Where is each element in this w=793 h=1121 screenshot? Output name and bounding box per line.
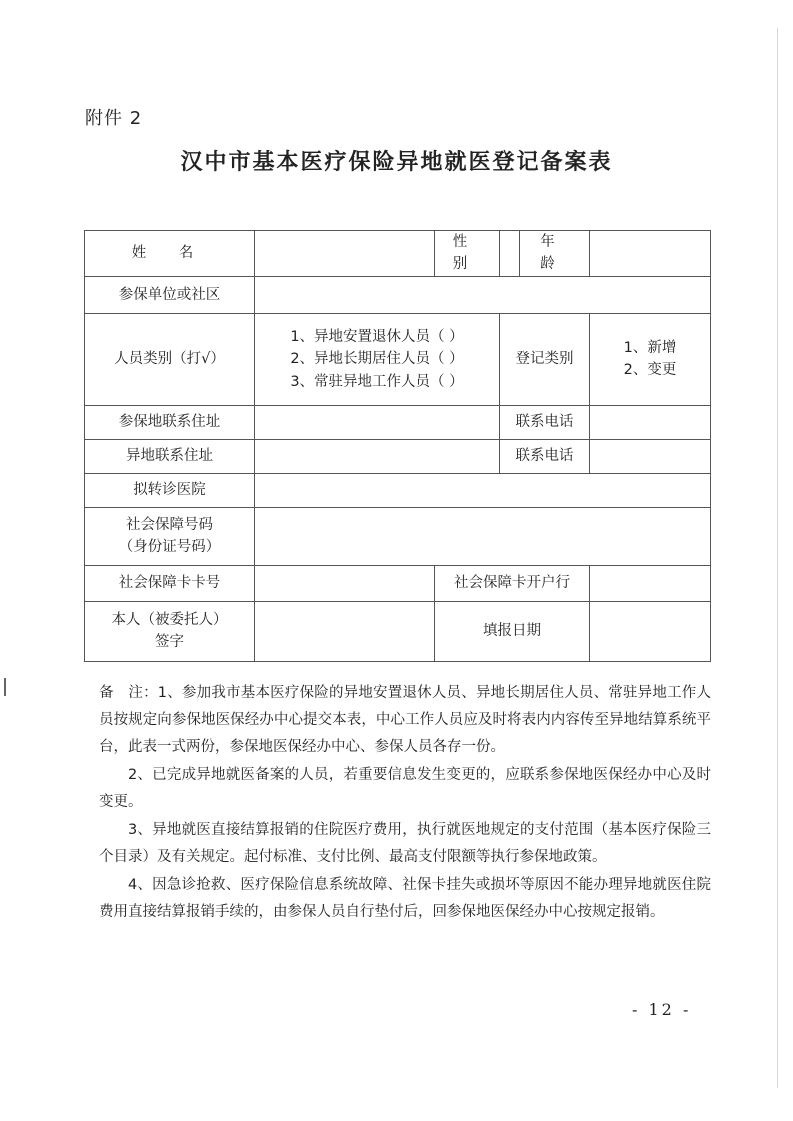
gender-label: 性 别 [435, 231, 500, 277]
card-number-label: 社会保障卡卡号 [85, 565, 255, 601]
page-title: 汉中市基本医疗保险异地就医登记备案表 [180, 149, 613, 175]
note-3: 3、异地就医直接结算报销的住院医疗费用，执行就医地规定的支付范围（基本医疗保险三个目录）及有关规定。起付标准、支付比例、最高支付限额等执行参保地政策。 [99, 822, 711, 865]
unit-label: 参保单位或社区 [85, 276, 255, 313]
note-4: 4、因急诊抢救、医疗保险信息系统故障、社保卡挂失或损坏等原因不能办理异地就医住院费用直接结算报销手续的，由参保人员自行垫付后，回参保地医保经办中心按规定报销。 [99, 877, 711, 920]
card-bank-field[interactable] [590, 565, 711, 601]
hospital-field[interactable] [255, 473, 711, 507]
note-2: 2、已完成异地就医备案的人员，若重要信息发生变更的，应联系参保地医保经办中心及时变更。 [99, 767, 711, 810]
card-number-field[interactable] [255, 565, 435, 601]
ss-number-label-line-2: （身份证号码） [118, 539, 221, 556]
notes-section [99, 680, 711, 927]
insured-address-field[interactable] [255, 405, 500, 439]
category-option-3[interactable]: 3、常驻异地工作人员（ ） [290, 373, 464, 390]
phone-label-2: 联系电话 [500, 439, 590, 473]
phone-label-1: 联系电话 [500, 405, 590, 439]
ss-number-label-line-1: 社会保障号码 [126, 516, 213, 533]
signature-label-line-1: 本人（被委托人） [111, 611, 228, 628]
category-label: 人员类别（打√） [85, 313, 255, 405]
scan-mark [4, 678, 6, 696]
signature-field[interactable] [255, 601, 435, 661]
reg-type-label: 登记类别 [500, 313, 590, 405]
gender-field[interactable] [500, 231, 520, 277]
age-field[interactable] [590, 231, 711, 277]
insured-address-label: 参保地联系住址 [85, 405, 255, 439]
category-options[interactable] [255, 313, 500, 405]
phone-field-1[interactable] [590, 405, 711, 439]
reg-type-options[interactable] [590, 313, 711, 405]
signature-label [85, 601, 255, 661]
name-label: 姓 名 [85, 231, 255, 277]
reg-type-option-2[interactable]: 2、变更 [623, 362, 677, 379]
name-field[interactable] [255, 231, 435, 277]
remote-address-label: 异地联系住址 [85, 439, 255, 473]
signature-label-line-2: 签字 [155, 634, 184, 651]
reg-type-option-1[interactable]: 1、新增 [623, 339, 677, 356]
note-1: 备 注：1、参加我市基本医疗保险的异地安置退休人员、异地长期居住人员、常驻异地工作人员按规定向参保地医保经办中心提交本表，中心工作人员应及时将表内内容传至异地结算系统平台，此表一式两份，参保地医保经办中心、参保人员各存一份。 [99, 685, 711, 755]
phone-field-2[interactable] [590, 439, 711, 473]
registration-form-table [84, 230, 711, 662]
age-label: 年 龄 [520, 231, 590, 277]
ss-number-field[interactable] [255, 507, 711, 565]
card-bank-label: 社会保障卡开户行 [435, 565, 590, 601]
ss-number-label [85, 507, 255, 565]
hospital-label: 拟转诊医院 [85, 473, 255, 507]
unit-field[interactable] [255, 276, 711, 313]
category-option-2[interactable]: 2、异地长期居住人员（ ） [290, 351, 464, 368]
category-option-1[interactable]: 1、异地安置退休人员（ ） [290, 328, 464, 345]
attachment-label: 附件 2 [85, 108, 143, 129]
fill-date-label: 填报日期 [435, 601, 590, 661]
fill-date-field[interactable] [590, 601, 711, 661]
remote-address-field[interactable] [255, 439, 500, 473]
page-number: - 12 - [632, 1000, 692, 1019]
page-edge-line [777, 28, 778, 1088]
